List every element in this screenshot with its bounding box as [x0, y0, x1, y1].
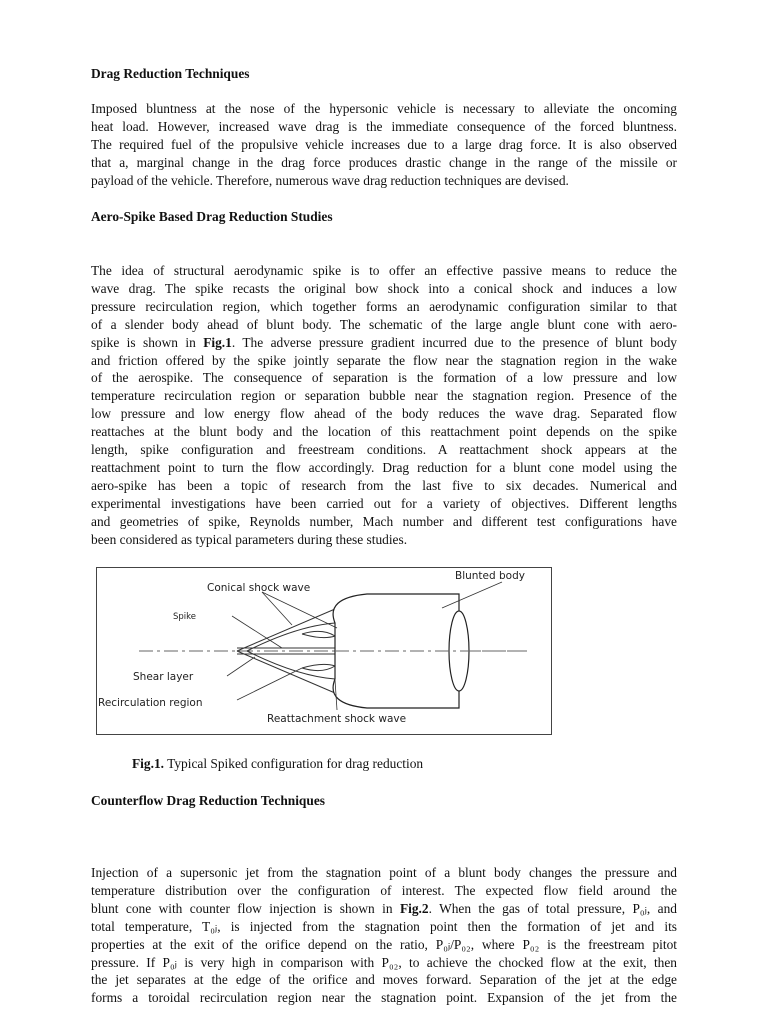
caption-text: Typical Spiked configuration for drag reduction	[164, 756, 424, 771]
label-recirculation: Recirculation region	[98, 697, 203, 709]
text-line: total temperature, T₀ⱼ, is injected from the stagnation point then the formation of jet and its	[91, 918, 677, 934]
text-line: heat load. However, increased wave drag is the immediate consequence of the forced bluntness.	[91, 118, 677, 134]
text-line: reattaches at the blunt body and the location of this reattachment point depends on the spike	[91, 424, 677, 440]
text-line: blunt cone with counter flow injection is shown in Fig.2. When the gas of total pressure, P₀ⱼ, and	[91, 900, 677, 916]
text-line: that a, marginal change in the drag force produces drastic change in the range of the missile or	[91, 154, 677, 170]
text-line: pressure. If P₀ⱼ is very high in comparison with P₀₂, to achieve the chocked flow at the exit, then	[91, 954, 677, 970]
figure-caption	[132, 756, 423, 772]
figure-schematic	[97, 568, 553, 736]
label-reattachment: Reattachment shock wave	[267, 713, 407, 725]
recirculation-upper	[302, 631, 335, 637]
heading-aero-spike: Aero-Spike Based Drag Reduction Studies	[91, 209, 333, 224]
text-line: of the aerospike. The consequence of separation is the formation of a low pressure and low	[91, 370, 677, 386]
label-conical-shock: Conical shock wave	[207, 582, 311, 594]
heading-counterflow: Counterflow Drag Reduction Techniques	[91, 793, 325, 808]
shear-layer-lower	[247, 651, 335, 679]
text-line: The required fuel of the propulsive vehicle increases due to a large drag force. It is also observed	[91, 136, 677, 152]
text-line: and friction offered by the spike jointly separate the flow near the stagnation region in the wake	[91, 352, 677, 368]
text-line: spike is shown in Fig.1. The adverse pressure gradient incurred due to the presence of blunt body	[91, 334, 677, 350]
figure-spiked-configuration	[96, 567, 552, 735]
text-line: Imposed bluntness at the nose of the hypersonic vehicle is necessary to alleviate the oncoming	[91, 101, 677, 116]
text-line: experimental investigations have been carried out for a variety of objectives. Different lengths	[91, 495, 677, 511]
conical-shock-lower	[237, 651, 342, 696]
text-line: payload of the vehicle. Therefore, numerous wave drag reduction techniques are devised.	[91, 172, 569, 188]
heading-drag-reduction: Drag Reduction Techniques	[91, 66, 250, 81]
text-line: low pressure and low energy flow ahead of the body reduces the wave drag. Separated flow	[91, 406, 677, 422]
text-line: The idea of structural aerodynamic spike is to offer an effective passive means to reduce the	[91, 263, 677, 278]
text-line: forms a toroidal recirculation region near the stagnation point. Expansion of the jet from the	[91, 990, 677, 1006]
text-line: temperature recirculation region or separation bubble near the stagnation region. Presence of the	[91, 388, 677, 404]
text-line: aero-spike has been a topic of research from the last five to six decades. Numerical and	[91, 477, 677, 493]
text-line: of a slender body ahead of blunt body. The schematic of the large angle blunt cone with aero-	[91, 316, 677, 332]
text-line: the jet separates at the edge of the orifice and moves forward. Separation of the jet at the edge	[91, 972, 677, 988]
conical-shock-upper	[237, 606, 342, 651]
shear-layer-upper	[247, 623, 335, 651]
text-line: reattachment point to turn the flow accordingly. Drag reduction for a blunt cone model using the	[91, 459, 677, 475]
paragraph-aero-spike	[91, 262, 677, 549]
text-line: been considered as typical parameters during these studies.	[91, 531, 408, 547]
text-line: Injection of a supersonic jet from the stagnation point of a blunt body changes the pressure and	[91, 865, 677, 880]
paragraph-counterflow	[91, 864, 677, 1007]
text-line: temperature distribution over the configuration of interest. The expected flow field around the	[91, 882, 677, 898]
text-line: wave drag. The spike recasts the original bow shock into a conical shock and induces a low	[91, 280, 677, 296]
label-blunted-body: Blunted body	[455, 570, 525, 582]
text-line: pressure recirculation region, which together forms an aerodynamic configuration similar to that	[91, 298, 677, 314]
text-line: length, spike configuration and freestream conditions. A reattachment shock appears at the	[91, 442, 677, 458]
recirculation-lower	[302, 664, 335, 670]
paragraph-intro	[91, 100, 677, 190]
label-spike: Spike	[173, 612, 197, 622]
label-shear-layer: Shear layer	[133, 671, 194, 683]
caption-label: Fig.1.	[132, 756, 164, 771]
text-line: properties at the exit of the orifice depend on the ratio, P₀ⱼ/P₀₂, where P₀₂ is the freestream pitot	[91, 936, 677, 952]
text-line: and geometries of spike, Reynolds number, Mach number and different test configurations have	[91, 513, 677, 529]
